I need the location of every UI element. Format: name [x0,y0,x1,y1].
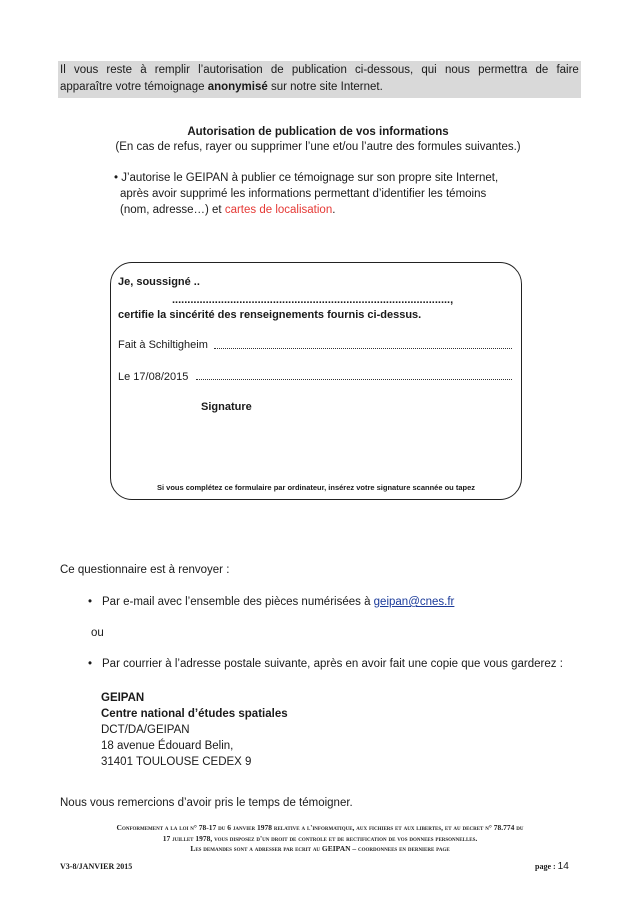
legal-notice: Conformement a la loi n° 78-17 du 6 janvier 1978 relative a l'informatique, aux fichiers et aux libertes, et au decret n° 78.774 du 17 juillet 1978, vous disposez d'un droit de controle et de rectification de vos donnees personnelles. Les demandes sont a adresser par ecrit au GEIPAN – coordonnees en derniere page [116,823,524,853]
thanks-text: Nous vous remercions d’avoir pris le temps de témoigner. [60,797,353,809]
date-dotted-field[interactable] [196,379,512,380]
or-text: ou [91,627,104,639]
email-link[interactable]: geipan@cnes.fr [373,596,455,608]
anonymized-emphasis: anonymisé [207,81,268,93]
name-dotted-field[interactable]: ..........................................................................................., [172,294,454,306]
signature-note: Si vous complétez ce formulaire par ordinateur, insérez votre signature scannée ou tapez [156,483,475,492]
date-label: Le 17/08/2015 [118,371,189,383]
signature-label: Signature [201,401,252,413]
email-bullet: • Par e-mail avec l’ensemble des pièces numérisées à geipan@cnes.fr [88,596,455,608]
localization-maps-text: cartes de localisation [224,204,333,216]
intro-line-2: apparaître votre témoignage anonymisé sur notre site Internet. [60,81,383,93]
version-label: V3-8/JANVIER 2015 [60,862,133,871]
authorization-subtitle: (En cas de refus, rayer ou supprimer l’une et/ou l’autre des formules suivantes.) [115,141,521,153]
undersigned-label: Je, soussigné .. [118,276,200,288]
intro-line-1: Il vous reste à remplir l’autorisation de publication ci-dessous, qui nous permettra de faire [60,64,579,76]
authorization-bullet: • J’autorise le GEIPAN à publier ce témoignage sur son propre site Internet, après avoir supprimé les informations permettant d’identifier les témoins (nom, adresse…) et cartes de localisation. [114,172,499,216]
bullet-icon: • [88,596,93,608]
intro-paragraph [58,61,581,98]
certify-text: certifie la sincérité des renseignements fournis ci-dessus. [118,309,422,321]
bullet-icon: • [88,658,93,670]
return-intro: Ce questionnaire est à renvoyer : [60,564,230,576]
place-dotted-field[interactable] [214,348,512,349]
postal-address: GEIPAN Centre national d’études spatiales DCT/DA/GEIPAN 18 avenue Édouard Belin, 31401 TOULOUSE CEDEX 9 [101,692,288,768]
place-label: Fait à Schiltigheim [118,339,208,351]
page-number: page : 14 [535,861,569,872]
mail-bullet: • Par courrier à l’adresse postale suivante, après en avoir fait une copie que vous garderez : [88,658,563,670]
authorization-title: Autorisation de publication de vos informations [187,126,449,138]
